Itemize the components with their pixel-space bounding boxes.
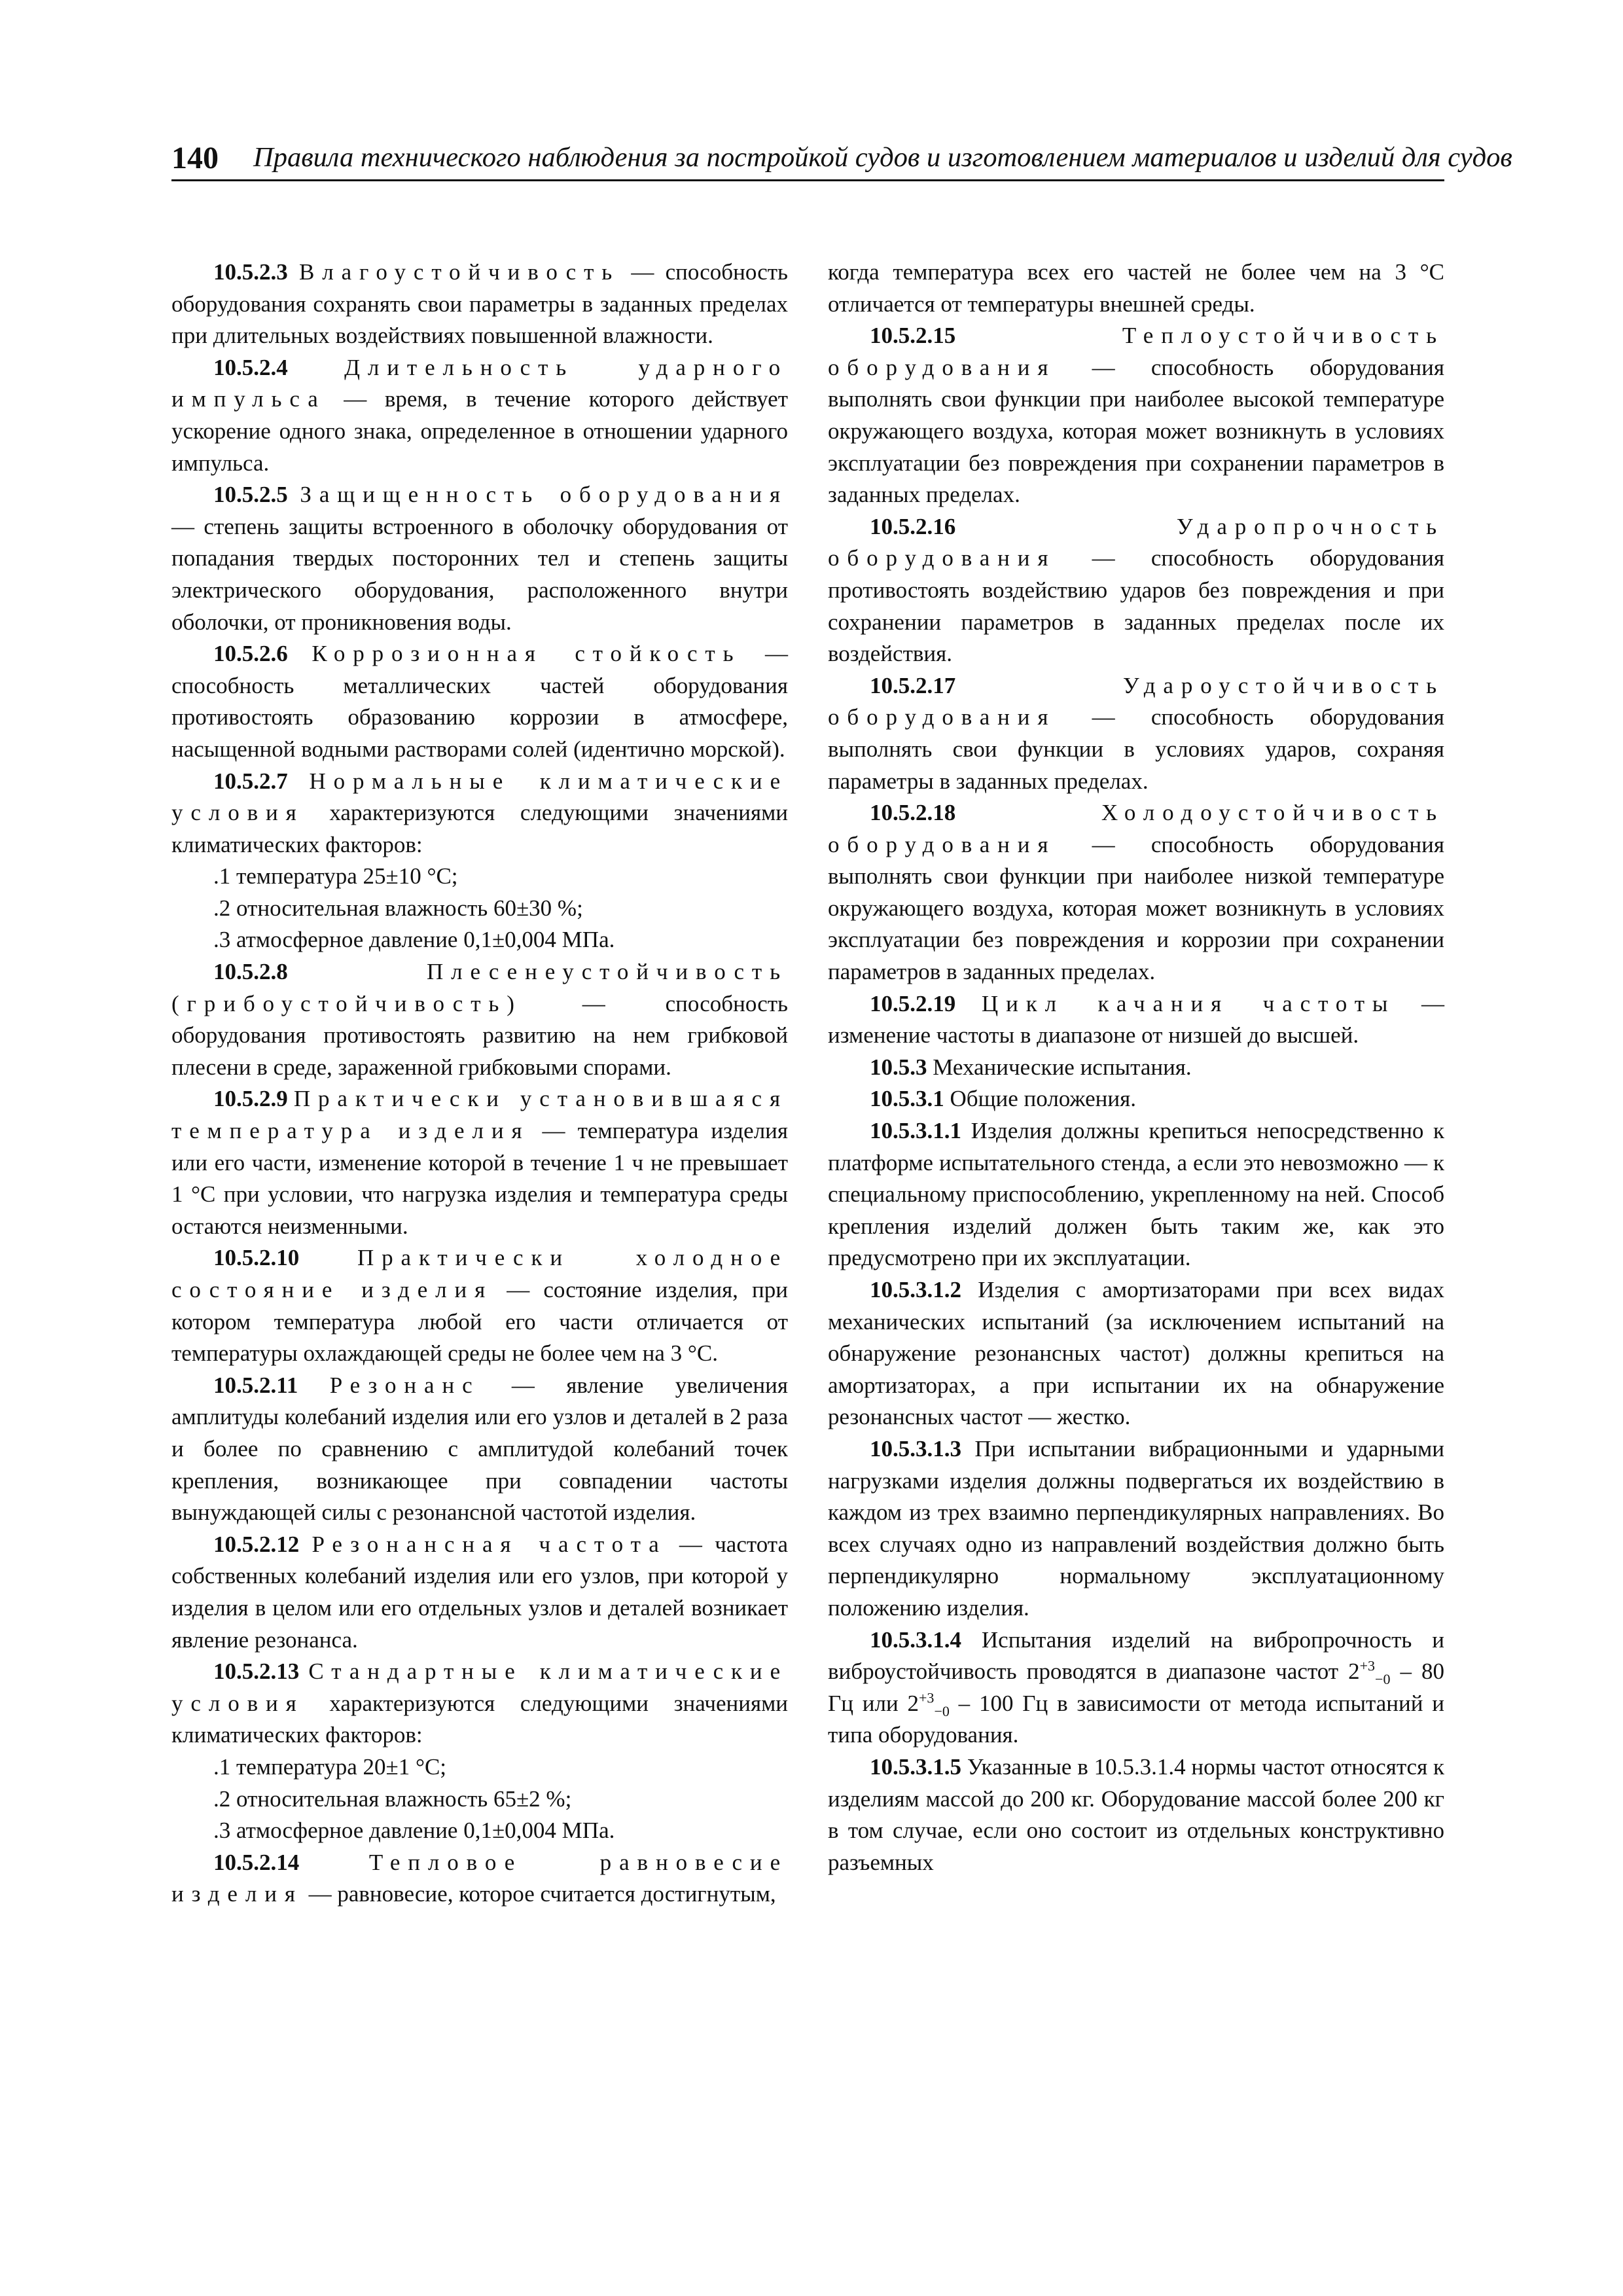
list-item: .1 температура 20±1 °C; xyxy=(213,1753,447,1780)
clause-10-5-2-12: 10.5.2.12 Резонансная частота — частота собственных колебаний изделия или его узлов, при которой у изделия в целом или его отдельных узлов и деталей возникает явление резонанса. xyxy=(171,1531,788,1653)
page-header xyxy=(171,136,1512,182)
term: Резонанс xyxy=(329,1372,480,1398)
section-10-5-3-1: 10.5.3.1 Общие положения. xyxy=(870,1086,1136,1112)
term: Ударопрочность оборудования xyxy=(828,513,1444,571)
clause-10-5-2-15: 10.5.2.15 Теплоустойчивость оборудования — способность оборудования выполнять свои функции при наиболее высокой температуре окружающего воздуха, которая может возникнуть в условиях эксплуатации без повреждения при сохранении параметров в заданных пределах. xyxy=(828,323,1444,508)
clause-10-5-2-11: 10.5.2.11 Резонанс — явление увеличения амплитуды колебаний изделия или его узлов и деталей в 2 раза и более по сравнению с амплитудой колебаний точек крепления, возникающее при совпадении частоты вынуждающей силы с резонансной частотой изделия. xyxy=(171,1372,788,1526)
term: Коррозионная стойкость xyxy=(312,641,741,667)
clause-10-5-2-14: 10.5.2.14 Тепловое равновесие изделия — равновесие, которое считается достигнутым, xyxy=(171,1849,788,1907)
term: Теплоустойчивость оборудования xyxy=(828,323,1444,380)
list-item: .2 относительная влажность 65±2 %; xyxy=(213,1785,572,1812)
term: Резонансная частота xyxy=(312,1531,667,1557)
clause-10-5-2-8: 10.5.2.8 Плесенеустойчивость (грибоустойчивость) — способность оборудования противостоять развитию на нем грибковой плесени в среде, зараженной грибковыми спорами. xyxy=(171,959,788,1080)
clause-10-5-2-16: 10.5.2.16 Ударопрочность оборудования — способность оборудования противостоять воздействию ударов без повреждения и при сохранении параметров в заданных пределах после их воздействия. xyxy=(828,513,1444,667)
page-number: 140 xyxy=(171,141,219,175)
section-10-5-3: 10.5.3 Механические испытания. xyxy=(870,1054,1192,1080)
list-item: .2 относительная влажность 60±30 %; xyxy=(213,895,583,921)
clause-10-5-2-13: 10.5.2.13 Стандартные климатические условия характеризуются следующими значениями климатических факторов: xyxy=(171,1659,788,1748)
term: Плесенеустойчивость (грибоустойчивость) xyxy=(171,959,788,1016)
clause-10-5-2-4: 10.5.2.4 Длительность ударного импульса — время, в течение которого действует ускорение одного знака, определенное в отношении ударного импульса. xyxy=(171,354,788,476)
running-title: Правила технического наблюдения за постройкой судов и изготовлением материалов и изделий для судов xyxy=(253,142,1512,173)
term: Практически холодное состояние изделия xyxy=(171,1245,789,1302)
list-item: .3 атмосферное давление 0,1±0,004 МПа. xyxy=(213,1818,615,1844)
clause-10-5-2-5: 10.5.2.5 Защищенность оборудования — степень защиты встроенного в оболочку оборудования от попадания твердых посторонних тел и степень защиты электрического оборудования, расположенного внутри оболочки, от проникновения воды. xyxy=(171,482,788,635)
clause-10-5-2-6: 10.5.2.6 Коррозионная стойкость — способность металлических частей оборудования противостоять образованию коррозии в атмосфере, насыщенной водными растворами солей (идентично морской). xyxy=(171,641,789,762)
term: Цикл качания частоты xyxy=(981,990,1396,1016)
term: Тепловое равновесие изделия xyxy=(171,1849,788,1907)
right-column xyxy=(828,257,1444,1878)
term: Защищенность оборудования xyxy=(300,482,788,508)
term: Стандартные климатические условия xyxy=(171,1659,788,1716)
continued-text: когда температура всех его частей не более чем на 3 °C отличается от температуры внешней среды. xyxy=(828,259,1444,317)
clause-10-5-2-9: 10.5.2.9 Практически установившаяся температура изделия — температура изделия или его части, изменение которой в течение 1 ч не превышает 1 °C при условии, что нагрузка изделия и температура среды остаются неизменными. xyxy=(171,1086,788,1239)
clause-10-5-2-3: 10.5.2.3 Влагоустойчивость — способность оборудования сохранять свои параметры в заданных пределах при длительных воздействиях повышенной влажности. xyxy=(171,259,789,349)
clause-10-5-3-1-2: 10.5.3.1.2 Изделия с амортизаторами при всех видах механических испытаний (за исключением испытаний на обнаружение резонансных частот) должны крепиться на амортизаторах, а при испытании их на обнаружение резонансных частот — жестко. xyxy=(828,1277,1444,1430)
left-column xyxy=(171,257,788,1910)
clause-10-5-3-1-5: 10.5.3.1.5 Указанные в 10.5.3.1.4 нормы частот относятся к изделиям массой до 200 кг. Оборудование массой более 200 кг в том случае, если оно состоит из отдельных конструктивно разъемных xyxy=(828,1753,1444,1875)
clause-10-5-2-19: 10.5.2.19 Цикл качания частоты — изменение частоты в диапазоне от низшей до высшей. xyxy=(828,990,1445,1049)
header-rule xyxy=(171,179,1444,181)
term: Удароустойчивость оборудования xyxy=(828,672,1444,730)
term: Влагоустойчивость xyxy=(298,259,620,285)
clause-10-5-2-18: 10.5.2.18 Холодоустойчивость оборудования — способность оборудования выполнять свои функции при наиболее низкой температуре окружающего воздуха, которая может возникнуть в условиях эксплуатации без повреждения и коррозии при сохранении параметров в заданных пределах. xyxy=(828,800,1444,985)
clause-10-5-3-1-4: 10.5.3.1.4 Испытания изделий на вибропрочность и виброустойчивость проводятся в диапазоне частот $2^{+3}_{-0} - 80$ Гц или $2^{+3}_{-0} - 100$ Гц в зависимости от метода испытаний и типа оборудования. xyxy=(828,1626,1445,1748)
term: Нормальные климатические условия xyxy=(171,768,789,826)
list-item: .1 температура 25±10 °C; xyxy=(213,863,458,889)
term: Длительность ударного импульса xyxy=(171,354,788,412)
term: Холодоустойчивость оборудования xyxy=(828,800,1444,857)
clause-10-5-2-7: 10.5.2.7 Нормальные климатические условия характеризуются следующими значениями климатических факторов: xyxy=(171,768,789,857)
clause-10-5-2-10: 10.5.2.10 Практически холодное состояние изделия — состояние изделия, при котором температура любой его части отличается от температуры охлаждающей среды не более чем на 3 °C. xyxy=(171,1245,789,1367)
list-item: .3 атмосферное давление 0,1±0,004 МПа. xyxy=(213,927,615,953)
clause-10-5-2-17: 10.5.2.17 Удароустойчивость оборудования — способность оборудования выполнять свои функции в условиях ударов, сохраняя параметры в заданных пределах. xyxy=(828,672,1444,794)
clause-10-5-3-1-3: 10.5.3.1.3 При испытании вибрационными и ударными нагрузками изделия должны подвергаться их воздействию в каждом из трех взаимно перпендикулярных направлениях. Во всех случаях одно из направлений воздействия должно быть перпендикулярно нормальному эксплуатационному положению изделия. xyxy=(828,1435,1444,1621)
clause-10-5-3-1-1: 10.5.3.1.1 Изделия должны крепиться непосредственно к платформе испытательного стенда, а если это невозможно — к специальному приспособлению, укрепленному на ней. Способ крепления изделий должен быть таким же, как это предусмотрено при их эксплуатации. xyxy=(828,1118,1444,1271)
term: Практически установившаяся температура изделия xyxy=(171,1086,788,1144)
